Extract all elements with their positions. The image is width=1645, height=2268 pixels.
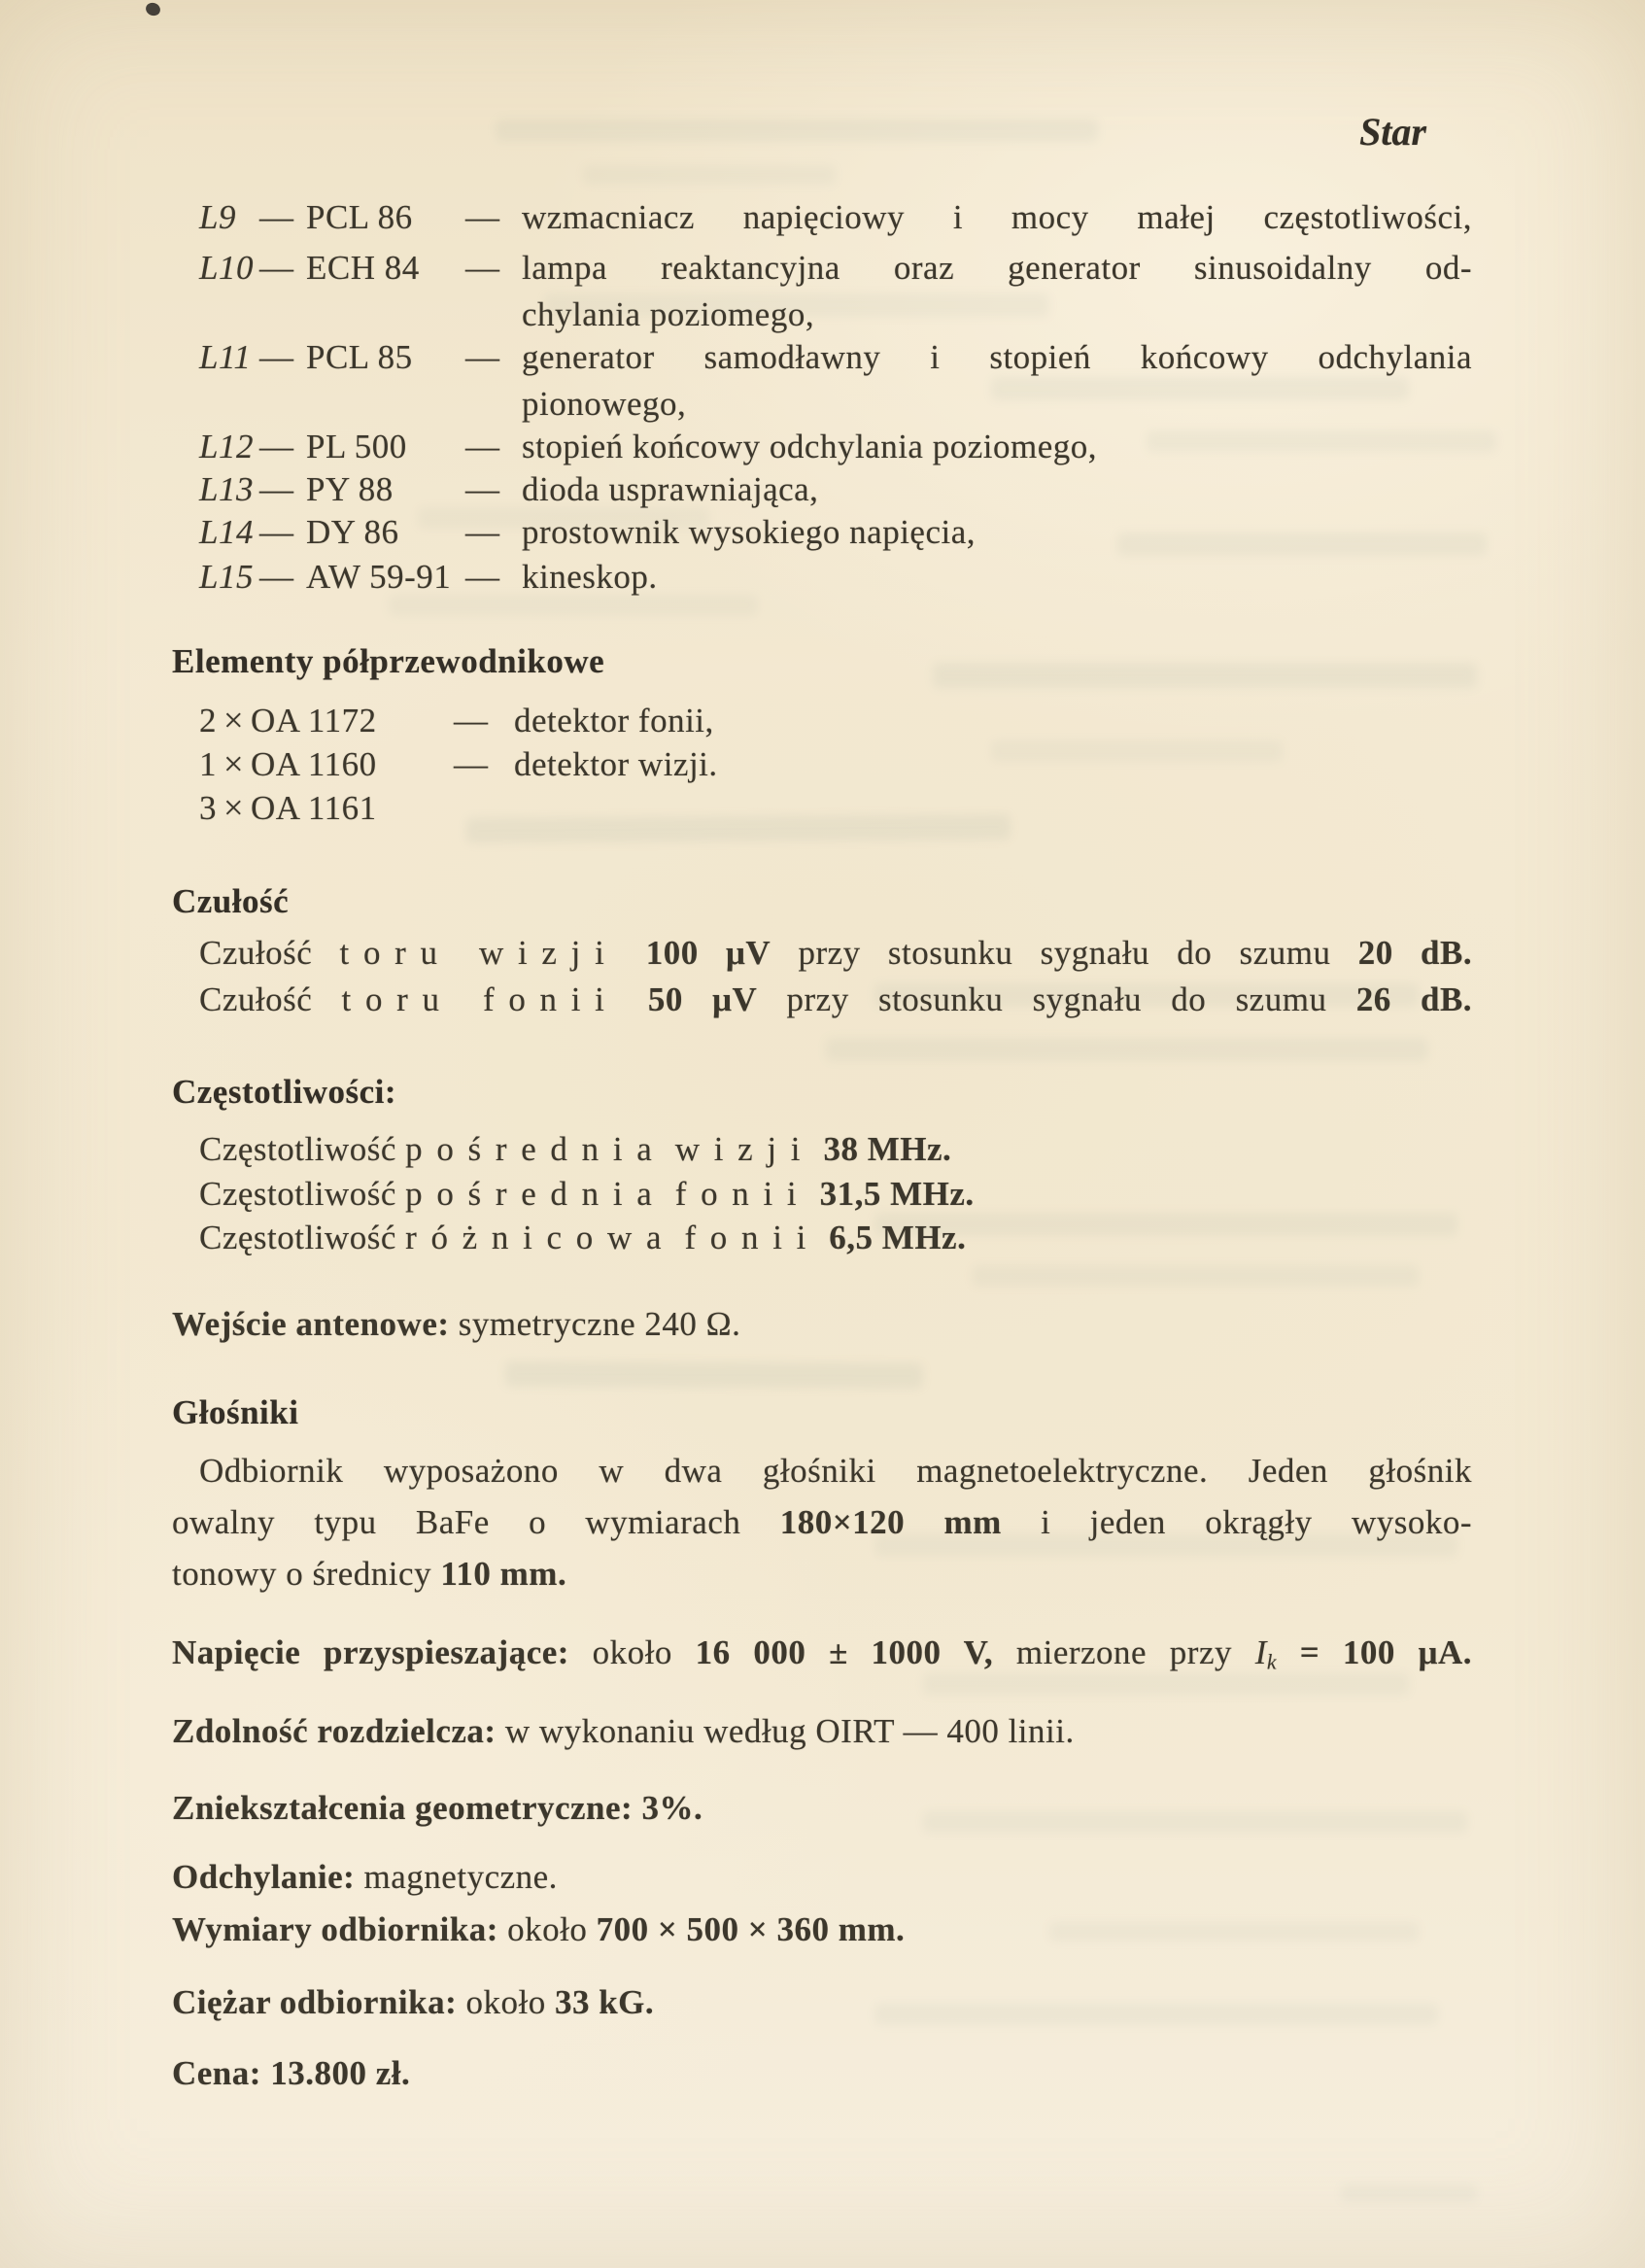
multiplication-sign: × [223, 744, 245, 783]
semiconductor-code: 1 × OA 1160 [199, 744, 377, 783]
frequency-line: Częstotliwość różnicowa fonii 6,5 MHz. [199, 1219, 967, 1256]
lamp-description: stopień końcowy odchylania poziomego, [522, 428, 1097, 465]
sensitivity-line-video: Czułość toru wizji 100 μV przy stosunku sygnału do szumu 20 dB. [199, 934, 1473, 972]
dash-separator: — [465, 338, 500, 376]
dash-separator: — [465, 249, 500, 287]
lamp-id: L10 [199, 249, 254, 287]
bleed-through-mark [923, 1673, 1409, 1695]
lamp-id: L12 [199, 428, 254, 465]
spec-value: 700 × 500 × 360 mm. [596, 1910, 906, 1948]
bleed-through-mark [496, 119, 1098, 142]
multiplication-sign: × [223, 701, 245, 739]
distortion-line [172, 1785, 1472, 1832]
bleed-through-mark [583, 165, 836, 185]
price-line [172, 2050, 1472, 2097]
tube-type: PCL 86 [306, 198, 413, 236]
lamp-list-row [199, 554, 1472, 601]
lamp-list-row [199, 509, 1472, 556]
dash-separator: — [465, 513, 500, 551]
lamp-id: L9 [199, 198, 236, 236]
sensitivity-line-audio: Czułość toru fonii 50 μV przy stosunku sygnału do szumu 26 dB. [199, 980, 1473, 1018]
dimensions-line: Wymiary odbiornika: około 700 × 500 × 360 mm. [172, 1910, 906, 1948]
accelerating-voltage-line: Napięcie przyspieszające: około 16 000 ± 1000 V, mierzone przy $I_k = 100$ μA. [172, 1633, 1473, 1674]
dash-separator: — [454, 702, 489, 739]
dash-separator: — [259, 249, 294, 287]
spec-label: Zniekształcenia geometryczne: [172, 1789, 634, 1827]
tube-type: ECH 84 [306, 249, 420, 287]
lamp-description: wzmacniacz napięciowy i mocy małej częstotliwości, [522, 198, 1472, 236]
spec-label: Cena: [172, 2054, 261, 2092]
tube-type: PL 500 [306, 428, 407, 465]
section-heading-semiconductors: Elementy półprzewodnikowe [172, 642, 605, 680]
spec-label: Odchylanie: [172, 1858, 356, 1896]
dash-separator: — [465, 428, 500, 465]
dash-separator: — [259, 198, 294, 236]
bleed-through-mark [505, 1361, 923, 1389]
spec-label: Ciężar odbiornika: [172, 1983, 458, 2021]
lamp-list-row [199, 245, 1472, 338]
dash-separator: — [465, 558, 500, 596]
dash-separator: — [259, 558, 294, 596]
page-header-model: Star [1359, 110, 1426, 154]
semiconductor-code: 3 × OA 1161 [199, 788, 377, 827]
bleed-through-mark [1341, 2184, 1477, 2202]
section-heading-frequencies: Częstotliwości: [172, 1073, 397, 1111]
spec-label: Wejście antenowe: [172, 1305, 450, 1343]
dash-separator: — [454, 745, 489, 783]
dash-separator: — [259, 338, 294, 376]
dash-separator: — [259, 428, 294, 465]
spec-value: magnetyczne. [363, 1858, 558, 1896]
antenna-input-line [172, 1301, 1472, 1348]
spec-label: Zdolność rozdzielcza: [172, 1712, 497, 1750]
frequency-line: Częstotliwość pośrednia fonii 31,5 MHz. [199, 1175, 975, 1213]
cathode-current-symbol: $I_k$ [1254, 1633, 1278, 1674]
resolution-line [172, 1708, 1472, 1755]
lamp-id: L13 [199, 470, 254, 508]
dash-separator: — [259, 470, 294, 508]
semiconductor-code: 2 × OA 1172 [199, 701, 377, 739]
lamp-id: L15 [199, 558, 254, 596]
tube-type: PCL 85 [306, 338, 413, 376]
lamp-list-row [199, 334, 1472, 428]
frequency-line: Częstotliwość pośrednia wizji 38 MHz. [199, 1130, 952, 1168]
deflection-line [172, 1854, 1472, 1901]
section-heading-speakers: Głośniki [172, 1393, 299, 1431]
spec-value: 13.800 zł. [270, 2054, 411, 2092]
semiconductor-row [199, 784, 1472, 832]
tube-type: DY 86 [306, 513, 399, 551]
dash-separator: — [465, 470, 500, 508]
speakers-paragraph-line: owalny typu BaFe o wymiarach 180×120 mm i jeden okrągły wysoko- [172, 1503, 1472, 1541]
section-heading-sensitivity: Czułość [172, 882, 290, 920]
dash-separator: — [465, 198, 500, 236]
spec-label: Napięcie przyspieszające: [172, 1633, 569, 1671]
lamp-description: lampa reaktancyjna oraz generator sinusoidalny od- chylania poziomego, [522, 249, 1472, 333]
lamp-description: prostownik wysokiego napięcia, [522, 513, 976, 551]
bleed-through-mark [972, 1265, 1419, 1287]
semiconductor-description: detektor fonii, [514, 702, 714, 739]
spec-value: 3%. [641, 1789, 703, 1827]
weight-line: Ciężar odbiornika: około 33 kG. [172, 1983, 655, 2021]
speakers-paragraph-line: Odbiornik wyposażono w dwa głośniki magnetoelektryczne. Jeden głośnik [199, 1452, 1472, 1490]
multiplication-sign: × [223, 788, 245, 827]
semiconductor-row [199, 697, 1472, 744]
lamp-description: kineskop. [522, 558, 658, 596]
lamp-list-row [199, 466, 1472, 513]
lamp-id: L11 [199, 338, 252, 376]
tube-type: AW 59-91 [306, 558, 452, 596]
semiconductor-row [199, 740, 1472, 788]
lamp-description: generator samodławny i stopień końcowy odchylania pionowego, [522, 338, 1472, 423]
bleed-through-mark [826, 1038, 1428, 1061]
lamp-list-row [199, 194, 1472, 241]
spec-value: w wykonaniu według OIRT — 400 linii. [504, 1712, 1075, 1750]
spec-label: Wymiary odbiornika: [172, 1910, 498, 1948]
ink-speck [144, 1, 162, 17]
speakers-paragraph-line: tonowy o średnicy 110 mm. [172, 1555, 567, 1593]
bleed-through-mark [933, 663, 1477, 688]
lamp-description: dioda usprawniająca, [522, 470, 819, 508]
spec-value: symetryczne 240 Ω. [458, 1305, 741, 1343]
semiconductor-description: detektor wizji. [514, 745, 718, 783]
spec-value: 33 kG. [554, 1983, 655, 2021]
lamp-list-row [199, 424, 1472, 470]
lamp-id: L14 [199, 513, 254, 551]
dash-separator: — [259, 513, 294, 551]
tube-type: PY 88 [306, 470, 394, 508]
